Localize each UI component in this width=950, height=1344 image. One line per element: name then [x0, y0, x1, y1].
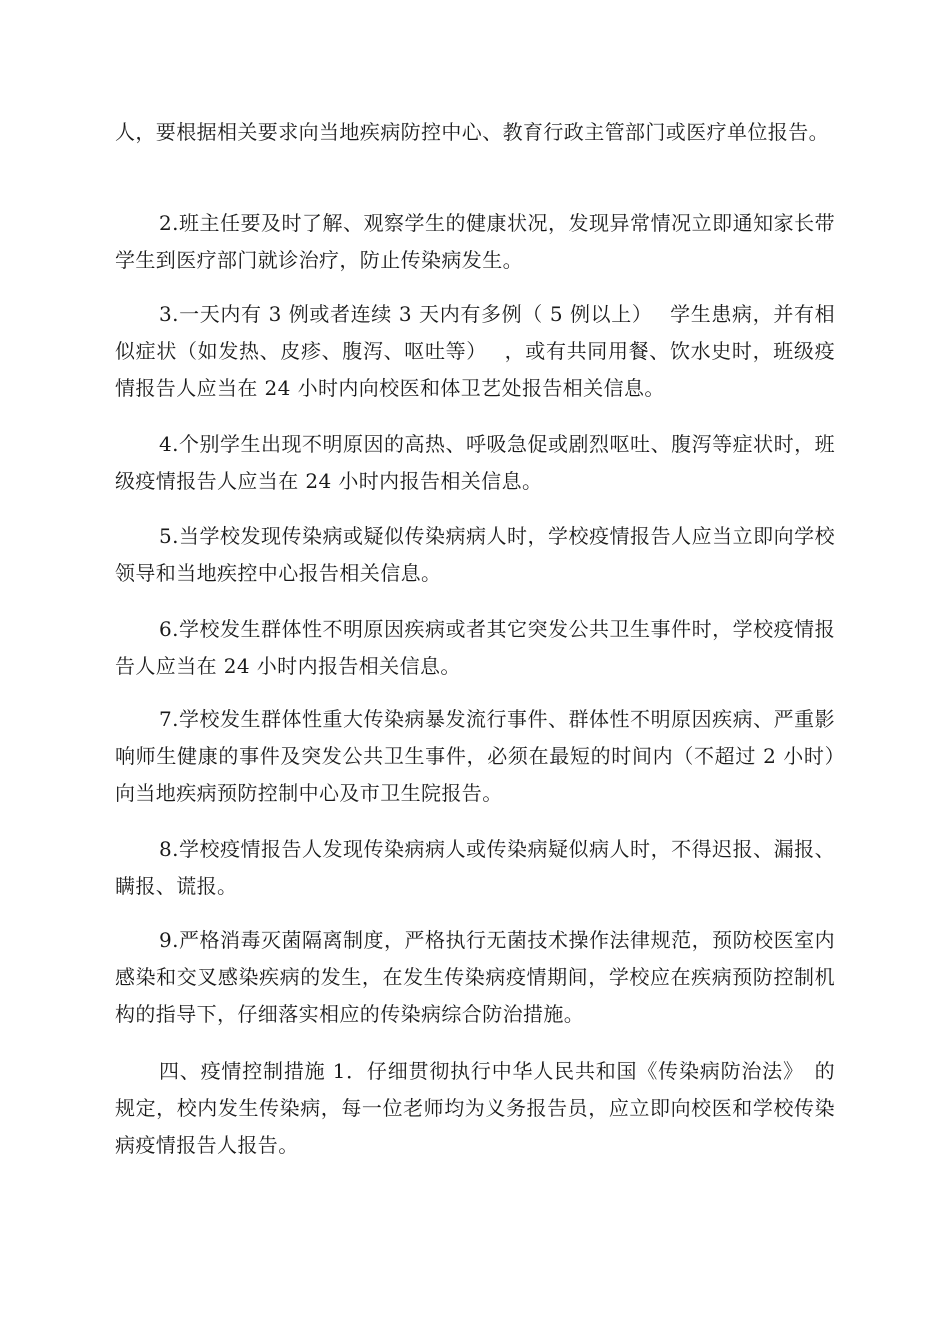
section-heading-paragraph: 四、疫情控制措施 1．仔细贯彻执行中华人民共和国《传染病防治法》 的规定，校内发生传染病，每一位老师均为义务报告员，应立即向校医和学校传染病疫情报告人报告。 [115, 1059, 835, 1157]
paragraph-item-6: 6.学校发生群体性不明原因疾病或者其它突发公共卫生事件时，学校疫情报告人应当在 24 小时内报告相关信息。 [115, 617, 835, 678]
paragraph-item-3: 3.一天内有 3 例或者连续 3 天内有多例（ 5 例以上） 学生患病，并有相似症状（如发热、皮疹、腹泻、呕吐等） ，或有共同用餐、饮水史时，班级疫情报告人应当在 24 小时内向校医和体卫艺处报告相关信息。 [115, 302, 835, 400]
paragraph-item-2: 2.班主任要及时了解、观察学生的健康状况，发现异常情况立即通知家长带学生到医疗部门就诊治疗，防止传染病发生。 [115, 211, 835, 272]
paragraph-item-5: 5.当学校发现传染病或疑似传染病病人时，学校疫情报告人应当立即向学校领导和当地疾控中心报告相关信息。 [115, 524, 835, 585]
paragraph-item-8: 8.学校疫情报告人发现传染病病人或传染病疑似病人时，不得迟报、漏报、瞒报、谎报。 [115, 837, 835, 898]
paragraph-item-7: 7.学校发生群体性重大传染病暴发流行事件、群体性不明原因疾病、严重影响师生健康的事件及突发公共卫生事件，必须在最短的时间内（不超过 2 小时） 向当地疾病预防控制中心及市卫生院报告。 [115, 707, 863, 805]
paragraph-item-9: 9.严格消毒灭菌隔离制度，严格执行无菌技术操作法律规范，预防校医室内感染和交叉感染疾病的发生，在发生传染病疫情期间，学校应在疾病预防控制机构的指导下，仔细落实相应的传染病综合防治措施。 [115, 928, 835, 1026]
paragraph-continuation: 人，要根据相关要求向当地疾病防控中心、教育行政主管部门或医疗单位报告。 [115, 120, 829, 144]
paragraph-item-4: 4.个别学生出现不明原因的高热、呼吸急促或剧烈呕吐、腹泻等症状时，班级疫情报告人应当在 24 小时内报告相关信息。 [115, 432, 835, 493]
